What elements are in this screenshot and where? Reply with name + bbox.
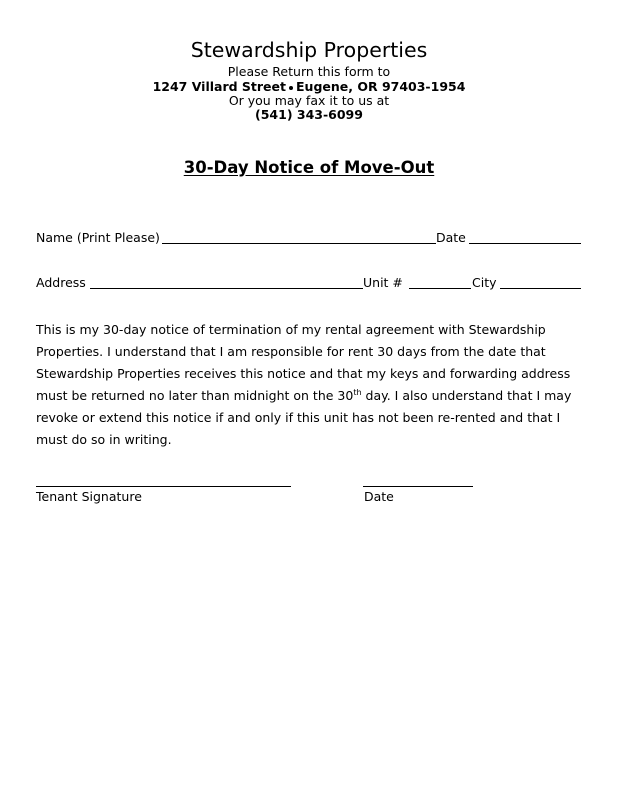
paragraph-line: Stewardship Properties receives this notice and that my keys and forwarding address	[36, 366, 571, 381]
street-address: 1247 Villard Street	[152, 79, 286, 94]
name-field-line[interactable]	[162, 243, 436, 244]
signature-date-label: Date	[364, 489, 394, 504]
page-title	[0, 157, 618, 178]
bullet-icon	[289, 86, 293, 90]
city-field-line[interactable]	[500, 288, 581, 289]
company-name: Stewardship Properties	[190, 38, 428, 62]
paragraph-line: revoke or extend this notice if and only if this unit has not been re-rented and that I	[36, 410, 561, 425]
return-instruction: Please Return this form to	[227, 64, 391, 79]
unit-field-line[interactable]	[409, 288, 471, 289]
paragraph-line	[36, 385, 586, 407]
signature-date-line[interactable]	[363, 486, 473, 487]
paragraph-text: must be returned no later than midnight on the 30	[36, 388, 354, 403]
date-label: Date	[436, 230, 466, 245]
address-field-line[interactable]	[90, 288, 363, 289]
name-label: Name (Print Please)	[36, 230, 160, 245]
ordinal-suffix: th	[353, 388, 362, 397]
fax-number: (541) 343-6099	[255, 107, 363, 122]
paragraph-text: day. I also understand that I may	[361, 388, 572, 403]
paragraph-line: Properties. I understand that I am responsible for rent 30 days from the date that	[36, 344, 546, 359]
date-field-line[interactable]	[469, 243, 581, 244]
tenant-signature-line[interactable]	[36, 486, 291, 487]
paragraph-line: must do so in writing.	[36, 432, 172, 447]
city-state-zip: Eugene, OR 97403-1954	[296, 79, 466, 94]
tenant-signature-label: Tenant Signature	[36, 489, 142, 504]
page-title-text: 30-Day Notice of Move-Out	[183, 158, 435, 177]
paragraph-line: This is my 30-day notice of termination of my rental agreement with Stewardship	[36, 322, 546, 337]
city-label: City	[472, 275, 497, 290]
fax-instruction: Or you may fax it to us at	[228, 93, 390, 108]
notice-paragraph	[36, 319, 586, 451]
address-label: Address	[36, 275, 86, 290]
unit-label: Unit #	[363, 275, 403, 290]
